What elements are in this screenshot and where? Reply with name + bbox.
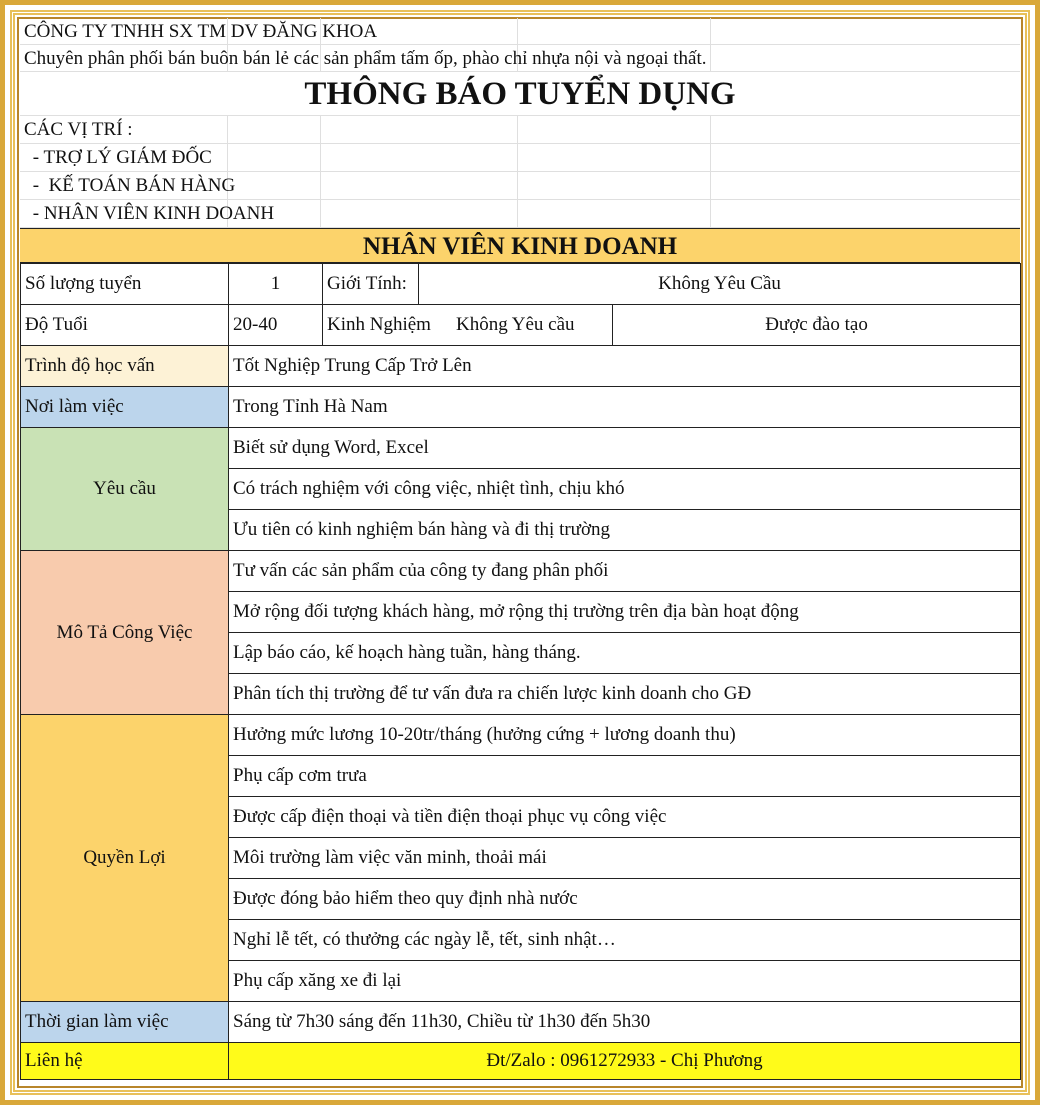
- working-hours-label: Thời gian làm việc: [21, 1002, 229, 1043]
- workplace-label: Nơi làm việc: [21, 387, 229, 428]
- job-description-item: Mở rộng đối tượng khách hàng, mở rộng thị trường trên địa bàn hoạt động: [229, 592, 1021, 633]
- gender-value: Không Yêu Cầu: [419, 264, 1021, 305]
- education-value: Tốt Nghiệp Trung Cấp Trở Lên: [229, 346, 1021, 387]
- page-title: THÔNG BÁO TUYỂN DỤNG: [20, 72, 1020, 116]
- company-tagline: Chuyên phân phối bán buôn bán lẻ các sản phẩm tấm ốp, phào chỉ nhựa nội và ngoại thất.: [20, 45, 1020, 72]
- training-value: Được đào tạo: [613, 305, 1021, 346]
- contact-label: Liên hệ: [21, 1043, 229, 1080]
- recruitment-sheet: [20, 18, 1020, 1080]
- benefit-item: Môi trường làm việc văn minh, thoải mái: [229, 838, 1021, 879]
- benefit-item: Được đóng bảo hiểm theo quy định nhà nước: [229, 879, 1021, 920]
- job-description-item: Lập báo cáo, kế hoạch hàng tuần, hàng tháng.: [229, 633, 1021, 674]
- position-item-sales: - NHÂN VIÊN KINH DOANH: [20, 200, 1020, 228]
- job-description-item: Tư vấn các sản phẩm của công ty đang phân phối: [229, 551, 1021, 592]
- benefit-item: Phụ cấp xăng xe đi lại: [229, 961, 1021, 1002]
- benefit-item: Nghỉ lễ tết, có thưởng các ngày lễ, tết, sinh nhật…: [229, 920, 1021, 961]
- position-item-accountant: - KẾ TOÁN BÁN HÀNG: [20, 172, 1020, 200]
- quantity-label: Số lượng tuyển: [21, 264, 229, 305]
- working-hours-value: Sáng từ 7h30 sáng đến 11h30, Chiều từ 1h30 đến 5h30: [229, 1002, 1021, 1043]
- experience-label: Kinh Nghiệm: [323, 305, 419, 346]
- positions-heading: CÁC VỊ TRÍ :: [20, 116, 1020, 144]
- benefit-item: Phụ cấp cơm trưa: [229, 756, 1021, 797]
- benefit-item: Được cấp điện thoại và tiền điện thoại phục vụ công việc: [229, 797, 1021, 838]
- details-table: [20, 263, 1021, 1080]
- job-description-item: Phân tích thị trường để tư vấn đưa ra chiến lược kinh doanh cho GĐ: [229, 674, 1021, 715]
- requirement-item: Có trách nghiệm với công việc, nhiệt tình, chịu khó: [229, 469, 1021, 510]
- section-title: NHÂN VIÊN KINH DOANH: [20, 228, 1020, 263]
- job-description-label: Mô Tả Công Việc: [21, 551, 229, 715]
- requirement-item: Ưu tiên có kinh nghiệm bán hàng và đi thị trường: [229, 510, 1021, 551]
- table-row: [21, 551, 1021, 592]
- table-row: [21, 1002, 1021, 1043]
- position-item-assistant: - TRỢ LÝ GIÁM ĐỐC: [20, 144, 1020, 172]
- company-name: CÔNG TY TNHH SX TM DV ĐĂNG KHOA: [20, 18, 1020, 45]
- table-row: [21, 264, 1021, 305]
- quantity-value: 1: [229, 264, 323, 305]
- education-label: Trình độ học vấn: [21, 346, 229, 387]
- table-row: [21, 1043, 1021, 1080]
- contact-value: Đt/Zalo : 0961272933 - Chị Phương: [229, 1043, 1021, 1080]
- age-value: 20-40: [229, 305, 323, 346]
- benefits-label: Quyền Lợi: [21, 715, 229, 1002]
- workplace-value: Trong Tỉnh Hà Nam: [229, 387, 1021, 428]
- table-row: [21, 715, 1021, 756]
- gender-label: Giới Tính:: [323, 264, 419, 305]
- requirement-item: Biết sử dụng Word, Excel: [229, 428, 1021, 469]
- requirements-label: Yêu cầu: [21, 428, 229, 551]
- table-row: [21, 305, 1021, 346]
- table-row: [21, 346, 1021, 387]
- experience-value: Không Yêu cầu: [419, 305, 613, 346]
- benefit-item: Hưởng mức lương 10-20tr/tháng (hưởng cứng + lương doanh thu): [229, 715, 1021, 756]
- table-row: [21, 428, 1021, 469]
- table-row: [21, 387, 1021, 428]
- age-label: Độ Tuổi: [21, 305, 229, 346]
